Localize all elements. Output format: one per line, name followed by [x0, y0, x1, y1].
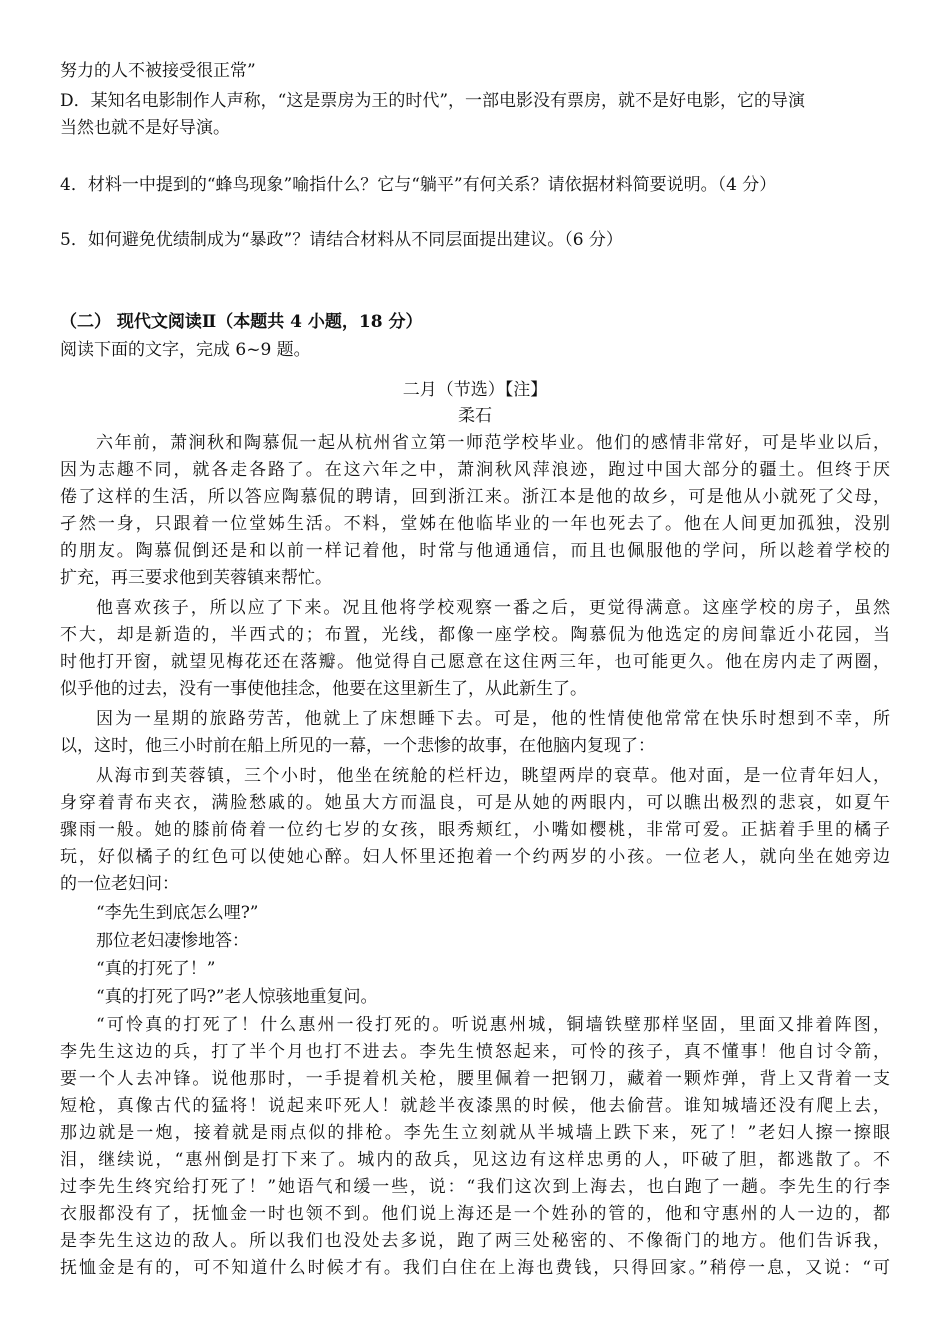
article-line: 过李先生终究给打死了！”她语气和缓一些，说：“我们这次到上海去，也白跑了一趟。李先生的行李	[60, 1177, 890, 1197]
article-line: 抚恤金是有的，可不知道什么时候才有。我们白住在上海也费钱，只得回家。”稍停一息，又说：“可	[60, 1258, 890, 1278]
article-line: 短枪，真像古代的猛将！说起来吓死人！就趁半夜漆黑的时候，他去偷营。谁知城墙还没有爬上去，	[60, 1096, 890, 1116]
article-line: 那边就是一炮，接着就是雨点似的排枪。李先生立刻就从半城墙上跌下来，死了！”老妇人擦一擦眼	[60, 1123, 890, 1143]
article-line: 似乎他的过去，没有一事使他挂念，他要在这里新生了，从此新生了。	[60, 679, 587, 699]
article-line: 那位老妇凄惨地答：	[96, 931, 249, 951]
article-line: 倦了这样的生活，所以答应陶慕侃的聘请，回到浙江来。浙江本是他的故乡，可是他从小就死了父母，	[60, 487, 890, 507]
article-line: “李先生到底怎么哩?”	[96, 903, 259, 923]
section-heading: （二） 现代文阅读Ⅱ（本题共 4 小题，18 分）	[60, 312, 423, 332]
article-line: 玩，好似橘子的红色可以使她心醉。妇人怀里还抱着一个约两岁的小孩。一位老人，就向坐在她旁边	[60, 847, 890, 867]
article-line: 因为志趣不同，就各走各路了。在这六年之中，萧涧秋风萍浪迹，跑过中国大部分的疆土。但终于厌	[60, 460, 890, 480]
article-line: 扩充，再三要求他到芙蓉镇来帮忙。	[60, 568, 332, 588]
article-line: 的朋友。陶慕侃倒还是和以前一样记着他，时常与他通通信，而且也佩服他的学问，所以趁着学校的	[60, 541, 890, 561]
article-line: 他喜欢孩子，所以应了下来。况且他将学校观察一番之后，更觉得满意。这座学校的房子，虽然	[96, 598, 890, 618]
article-line: “真的打死了吗?”老人惊骇地重复问。	[96, 987, 378, 1007]
article-line: 骤雨一般。她的膝前倚着一位约七岁的女孩，眼秀颊红，小嘴如樱桃，非常可爱。正掂着手里的橘子	[60, 820, 890, 840]
article-line: 不大，却是新造的，半西式的；布置，光线，都像一座学校。陶慕侃为他选定的房间靠近小花园，当	[60, 625, 890, 645]
article-line: 是李先生这边的敌人。所以我们也没处去多说，跑了两三处秘密的、不像衙门的地方。他们告诉我，	[60, 1231, 890, 1251]
option-d-line1: D．某知名电影制作人声称，“这是票房为王的时代”，一部电影没有票房，就不是好电影，它的导演	[60, 91, 806, 111]
question-4: 4．材料一中提到的“蜂鸟现象”喻指什么？它与“躺平”有何关系？请依据材料简要说明。（4 分）	[60, 175, 777, 195]
section-instruction: 阅读下面的文字，完成 6~9 题。	[60, 340, 311, 360]
article-line: 从海市到芙蓉镇，三个小时，他坐在统舱的栏杆边，眺望两岸的衰草。他对面，是一位青年妇人，	[96, 766, 890, 786]
option-c-tail: 努力的人不被接受很正常”	[60, 61, 256, 81]
article-line: 孑然一身，只跟着一位堂姊生活。不料，堂姊在他临毕业的一年也死去了。他在人间更加孤独，没别	[60, 514, 890, 534]
article-line: 六年前，萧涧秋和陶慕侃一起从杭州省立第一师范学校毕业。他们的感情非常好，可是毕业以后，	[96, 433, 890, 453]
article-line: 身穿着青布夹衣，满脸愁戚的。她虽大方而温良，可是从她的两眼内，可以瞧出极烈的悲哀，如夏午	[60, 793, 890, 813]
article-author: 柔石	[458, 406, 492, 426]
article-line: 衣服都没有了，抚恤金一时也领不到。他们说上海还是一个姓孙的管的，他和守惠州的人一边的，都	[60, 1204, 890, 1224]
article-line: 的一位老妇问：	[60, 874, 179, 894]
article-line: 泪，继续说，“惠州倒是打下来了。城内的敌兵，见这边有这样忠勇的人，吓破了胆，都逃散了。不	[60, 1150, 890, 1170]
article-line: 以，这时，他三小时前在船上所见的一幕，一个悲惨的故事，在他脑内复现了：	[60, 736, 655, 756]
article-title: 二月（节选）【注】	[402, 380, 548, 400]
article-line: 因为一星期的旅路劳苦，他就上了床想睡下去。可是，他的性情使他常常在快乐时想到不幸，所	[96, 709, 890, 729]
article-line: 要一个人去冲锋。说他那时，一手提着机关枪，腰里佩着一把钢刀，藏着一颗炸弹，背上又背着一支	[60, 1069, 890, 1089]
article-line: 李先生这边的兵，打了半个月也打不进去。李先生愤怒起来，可怜的孩子，真不懂事！他自讨令箭，	[60, 1042, 890, 1062]
article-line: 时他打开窗，就望见梅花还在落瓣。他觉得自己愿意在这住两三年，也可能更久。他在房内走了两圈，	[60, 652, 890, 672]
question-5: 5．如何避免优绩制成为“暴政”？请结合材料从不同层面提出建议。（6 分）	[60, 230, 623, 250]
option-d-line2: 当然也就不是好导演。	[60, 118, 230, 138]
article-line: “可怜真的打死了！什么惠州一役打死的。听说惠州城，铜墙铁壁那样坚固，里面又排着阵图，	[96, 1015, 890, 1035]
article-line: “真的打死了！”	[96, 959, 216, 979]
